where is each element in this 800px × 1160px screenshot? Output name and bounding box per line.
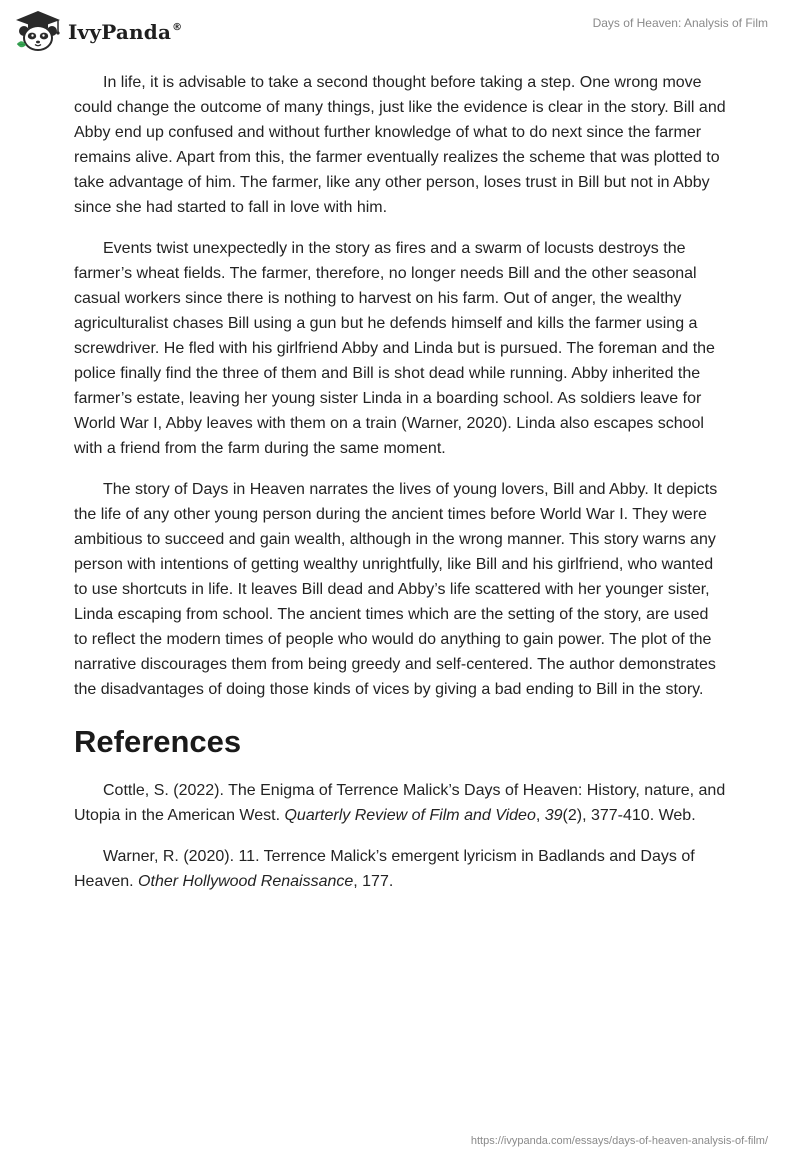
document-title: Days of Heaven: Analysis of Film xyxy=(592,16,768,30)
essay-content xyxy=(74,70,726,910)
logo-text: IvyPanda® xyxy=(68,20,183,44)
reference-1-pages: (2), 377-410. Web. xyxy=(562,807,696,824)
reference-1-journal: Quarterly Review of Film and Video xyxy=(284,807,536,824)
reference-1-volume: 39 xyxy=(544,807,563,824)
body-paragraph-1: In life, it is advisable to take a second thought before taking a step. One wrong move could change the outcome of many things, just like the evidence is clear in the story. Bill and Abby end up confused and without further knowledge of what to do next since the farmer remains alive. Apart from this, the farmer eventually realizes the scheme that was plotted to take advantage of him. The farmer, like any other person, loses trust in Bill but not in Abby since she had started to fall in love with him. xyxy=(74,74,726,216)
reference-1-separator: , xyxy=(535,807,545,824)
source-url[interactable]: https://ivypanda.com/essays/days-of-heaven-analysis-of-film/ xyxy=(470,1135,768,1147)
reference-2-citation: Warner, R. (2020). 11. Terrence Malick’s emergent lyricism in Badlands and Days of Heaven. xyxy=(74,848,695,890)
reference-2-journal: Other Hollywood Renaissance xyxy=(138,873,354,890)
reference-2-pages: , 177. xyxy=(353,873,394,890)
body-paragraph-3: The story of Days in Heaven narrates the lives of young lovers, Bill and Abby. It depicts the life of any other young person during the ancient times before World War I. They were ambitious to succeed and gain wealth, although in the wrong manner. This story warns any person with intentions of getting wealthy unrightfully, like Bill and his girlfriend, who wanted to use shortcuts in life. It leaves Bill dead and Abby’s life scattered with her younger sister, Linda escaping from school. The ancient times which are the setting of the story, are used to reflect the modern times of people who would do anything to gain power. The plot of the narrative discourages them from being greedy and self-centered. The author demonstrates the disadvantages of doing those kinds of vices by giving a bad ending to Bill in the story. xyxy=(74,481,718,698)
references-heading: References xyxy=(74,724,242,759)
reference-item-1 xyxy=(74,778,726,828)
body-paragraph-2: Events twist unexpectedly in the story as fires and a swarm of locusts destroys the farmer’s wheat fields. The farmer, therefore, no longer needs Bill and the other seasonal casual workers since there is nothing to harvest on his farm. Out of anger, the wealthy agriculturalist chases Bill using a gun but he defends himself and kills the farmer using a screwdriver. He fled with his girlfriend Abby and Linda but is pursued. The foreman and the police finally find the three of them and Bill is shot dead while running. Abby inherited the farmer’s estate, leaving her young sister Linda in a boarding school. As soldiers leave for World War I, Abby leaves with them on a train (Warner, 2020). Linda also escapes school with a friend from the farm during the same moment. xyxy=(74,240,715,457)
page-header xyxy=(0,0,800,64)
reference-item-2 xyxy=(74,844,726,894)
panda-graduate-icon xyxy=(14,10,62,52)
registered-mark: ® xyxy=(172,22,183,33)
reference-1-citation: Cottle, S. (2022). The Enigma of Terrence Malick’s Days of Heaven: History, nature, and Utopia in the American West. xyxy=(74,782,726,824)
ivypanda-logo[interactable] xyxy=(14,10,182,52)
